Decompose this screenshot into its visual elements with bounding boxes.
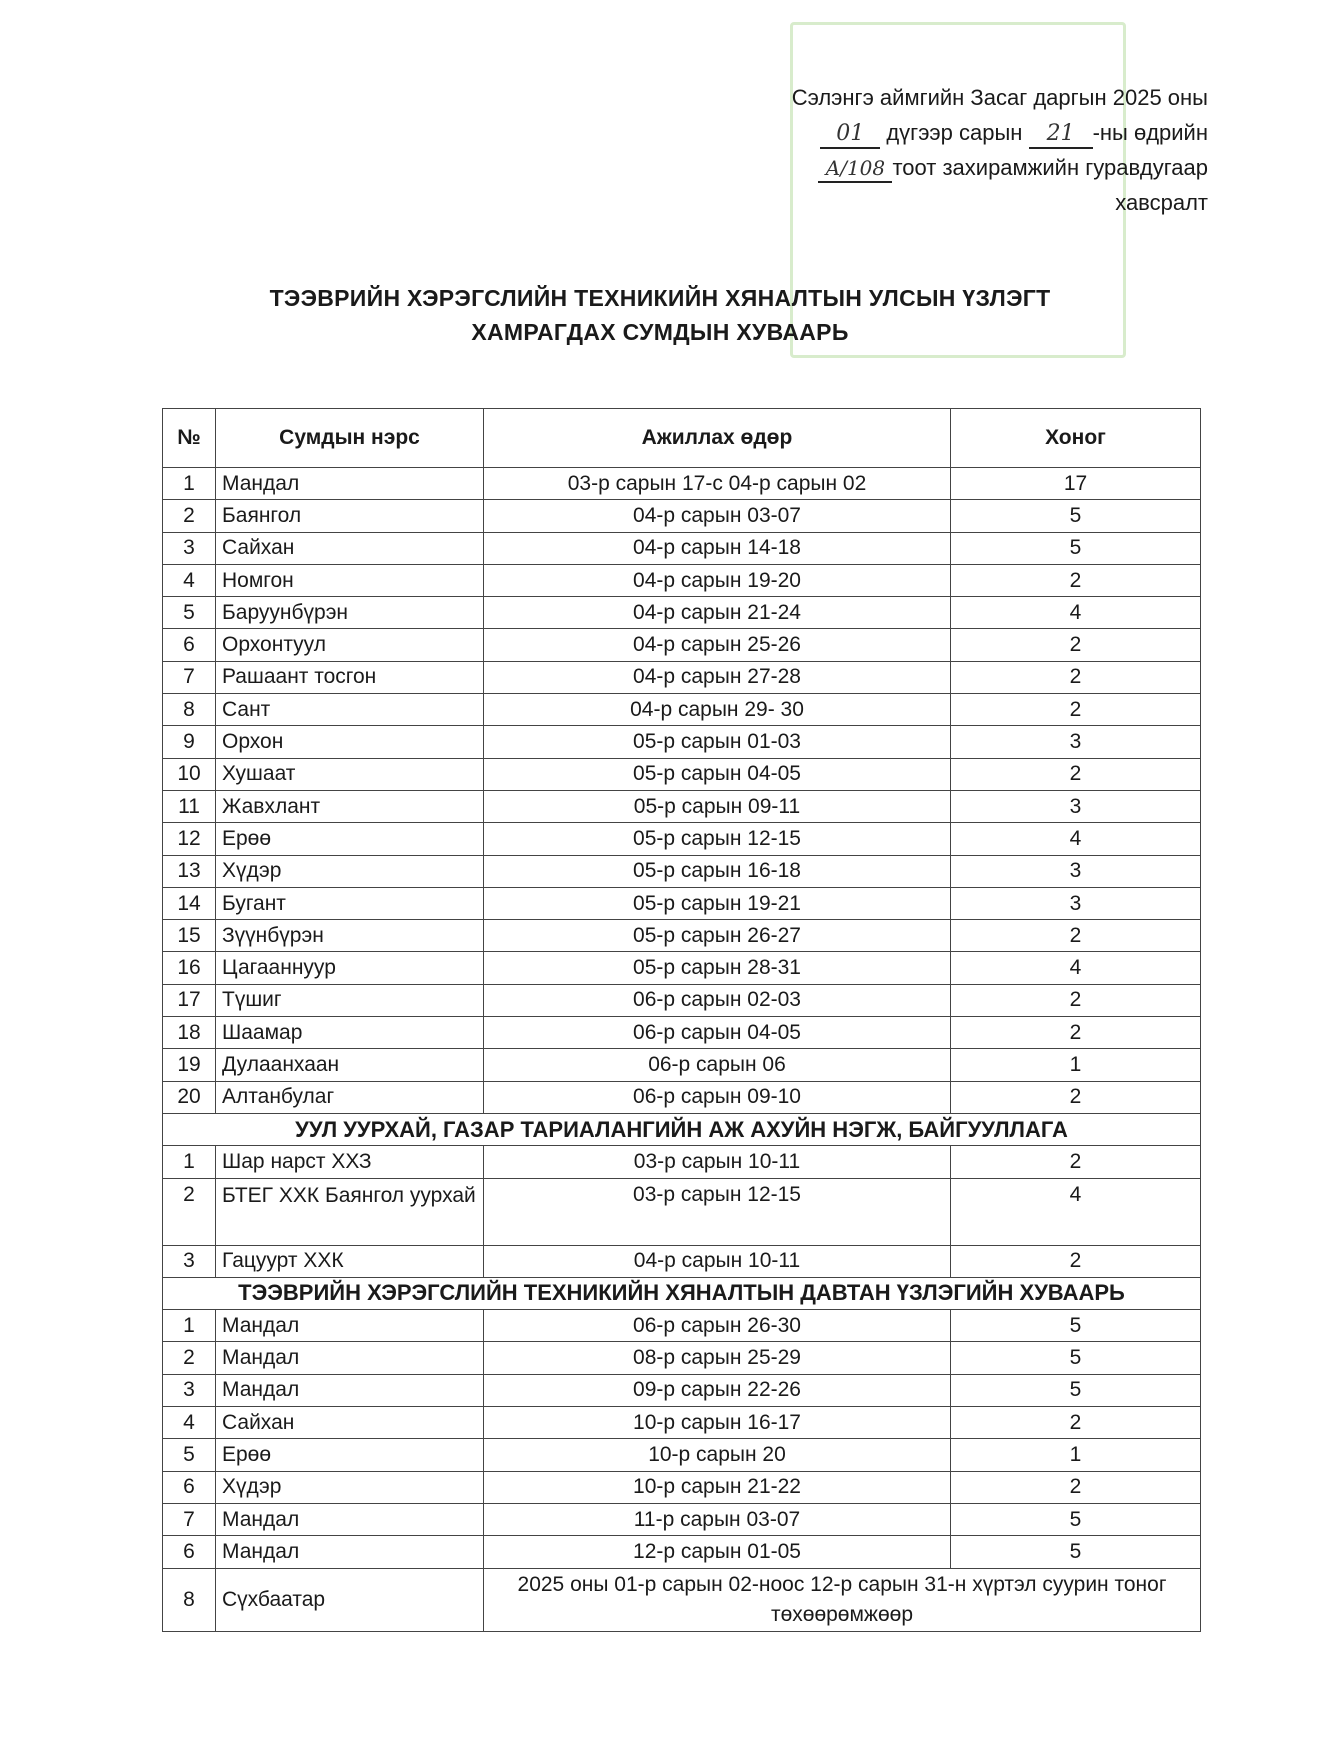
table-row [163, 1407, 1201, 1439]
row-work-date: 05-р сарын 09-11 [484, 790, 951, 822]
row-day-count: 3 [951, 855, 1201, 887]
row-work-date: 04-р сарын 29- 30 [484, 694, 951, 726]
row-work-date: 05-р сарын 01-03 [484, 726, 951, 758]
row-work-date: 04-р сарын 14-18 [484, 532, 951, 564]
row-work-date: 03-р сарын 10-11 [484, 1146, 951, 1178]
row-day-count: 2 [951, 1245, 1201, 1277]
row-day-count: 3 [951, 726, 1201, 758]
table-row [163, 597, 1201, 629]
table-row [163, 1536, 1201, 1568]
table-row [163, 1374, 1201, 1406]
row-day-count: 5 [951, 1374, 1201, 1406]
row-work-date: 04-р сарын 03-07 [484, 500, 951, 532]
row-number: 1 [163, 468, 216, 500]
row-number: 6 [163, 1471, 216, 1503]
row-soum-name: Түшиг [216, 984, 484, 1016]
row-day-count: 4 [951, 1178, 1201, 1245]
row-day-count: 2 [951, 1471, 1201, 1503]
row-soum-name: Гацуурт ХХК [216, 1245, 484, 1277]
row-work-date: 06-р сарын 02-03 [484, 984, 951, 1016]
row-soum-name: Хушаат [216, 758, 484, 790]
row-number: 4 [163, 1407, 216, 1439]
table-row [163, 1568, 1201, 1631]
row-soum-name: Шаамар [216, 1017, 484, 1049]
table-row [163, 758, 1201, 790]
row-number: 2 [163, 1342, 216, 1374]
row-soum-name: Номгон [216, 564, 484, 596]
table-row [163, 920, 1201, 952]
row-number: 8 [163, 1568, 216, 1631]
title-line-2: ХАМРАГДАХ СУМДЫН ХУВААРЬ [471, 319, 849, 345]
table-row [163, 468, 1201, 500]
row-work-date: 10-р сарын 20 [484, 1439, 951, 1471]
header-month-label: дүгээр сарын [886, 120, 1023, 145]
table-row [163, 1178, 1201, 1245]
table-row [163, 1017, 1201, 1049]
row-work-date: 05-р сарын 12-15 [484, 823, 951, 855]
row-work-date: 06-р сарын 26-30 [484, 1310, 951, 1342]
row-number: 6 [163, 629, 216, 661]
row-soum-name: Сант [216, 694, 484, 726]
row-work-date-fixed-equipment: 2025 оны 01-р сарын 02-ноос 12-р сарын 31-н хүртэл суурин тоног төхөөрөмжөөр [484, 1568, 1201, 1631]
row-work-date: 04-р сарын 25-26 [484, 629, 951, 661]
row-day-count: 2 [951, 661, 1201, 693]
row-number: 8 [163, 694, 216, 726]
table-row [163, 823, 1201, 855]
row-number: 1 [163, 1310, 216, 1342]
table-row [163, 1471, 1201, 1503]
row-work-date: 05-р сарын 19-21 [484, 887, 951, 919]
table-row [163, 532, 1201, 564]
header-line-3 [648, 150, 1208, 185]
row-work-date: 04-р сарын 27-28 [484, 661, 951, 693]
table-row [163, 564, 1201, 596]
row-number: 3 [163, 1374, 216, 1406]
table-row [163, 952, 1201, 984]
row-day-count: 5 [951, 532, 1201, 564]
row-work-date: 06-р сарын 09-10 [484, 1081, 951, 1113]
row-soum-name: Ерөө [216, 1439, 484, 1471]
row-work-date: 10-р сарын 16-17 [484, 1407, 951, 1439]
row-number: 5 [163, 597, 216, 629]
row-number: 5 [163, 1439, 216, 1471]
row-number: 3 [163, 1245, 216, 1277]
row-day-count: 1 [951, 1049, 1201, 1081]
table-row [163, 629, 1201, 661]
header-name: Сумдын нэрс [216, 409, 484, 468]
row-soum-name: Алтанбулаг [216, 1081, 484, 1113]
row-day-count: 17 [951, 468, 1201, 500]
row-work-date: 03-р сарын 17-с 04-р сарын 02 [484, 468, 951, 500]
row-soum-name: Мандал [216, 1342, 484, 1374]
header-date: Ажиллах өдөр [484, 409, 951, 468]
row-day-count: 5 [951, 1342, 1201, 1374]
row-soum-name: Мандал [216, 1536, 484, 1568]
header-line-4: хавсралт [1115, 190, 1208, 215]
row-day-count: 2 [951, 629, 1201, 661]
row-soum-name: Мандал [216, 1503, 484, 1535]
row-work-date: 05-р сарын 16-18 [484, 855, 951, 887]
row-work-date: 08-р сарын 25-29 [484, 1342, 951, 1374]
row-work-date: 05-р сарын 28-31 [484, 952, 951, 984]
row-soum-name: Сайхан [216, 532, 484, 564]
row-number: 16 [163, 952, 216, 984]
section-title-repeat-inspection: ТЭЭВРИЙН ХЭРЭГСЛИЙН ТЕХНИКИЙН ХЯНАЛТЫН ДАВТАН ҮЗЛЭГИЙН ХУВААРЬ [163, 1277, 1201, 1309]
row-work-date: 10-р сарын 21-22 [484, 1471, 951, 1503]
table-row [163, 1081, 1201, 1113]
row-work-date: 06-р сарын 06 [484, 1049, 951, 1081]
row-number: 20 [163, 1081, 216, 1113]
row-soum-name: Мандал [216, 1310, 484, 1342]
table-row [163, 726, 1201, 758]
row-number: 15 [163, 920, 216, 952]
header-day-label: -ны өдрийн [1092, 120, 1208, 145]
table-row [163, 1245, 1201, 1277]
row-soum-name: Дулаанхаан [216, 1049, 484, 1081]
table-row [163, 1439, 1201, 1471]
row-number: 6 [163, 1536, 216, 1568]
handwritten-month: 01 [820, 121, 880, 149]
page-title [160, 281, 1160, 349]
row-day-count: 3 [951, 790, 1201, 822]
row-soum-name: Бугант [216, 887, 484, 919]
row-soum-name: Мандал [216, 468, 484, 500]
table-header-row [163, 409, 1201, 468]
row-number: 3 [163, 532, 216, 564]
row-day-count: 5 [951, 500, 1201, 532]
header-line-1: Сэлэнгэ аймгийн Засаг даргын 2025 оны [791, 85, 1208, 110]
header-days: Хоног [951, 409, 1201, 468]
row-soum-name: Ерөө [216, 823, 484, 855]
table-row [163, 1503, 1201, 1535]
row-work-date: 12-р сарын 01-05 [484, 1536, 951, 1568]
row-number: 18 [163, 1017, 216, 1049]
row-number: 2 [163, 1178, 216, 1245]
row-work-date: 05-р сарын 04-05 [484, 758, 951, 790]
row-day-count: 2 [951, 694, 1201, 726]
row-soum-name: БТЕГ ХХК Баянгол уурхай [216, 1178, 484, 1245]
row-number: 4 [163, 564, 216, 596]
row-day-count: 2 [951, 1081, 1201, 1113]
header-line-2 [648, 115, 1208, 150]
table-row [163, 500, 1201, 532]
title-line-1: ТЭЭВРИЙН ХЭРЭГСЛИЙН ТЕХНИКИЙН ХЯНАЛТЫН УЛСЫН ҮЗЛЭГТ [269, 285, 1051, 311]
row-number: 17 [163, 984, 216, 1016]
row-day-count: 4 [951, 823, 1201, 855]
handwritten-order-number: A/108 [818, 155, 892, 183]
row-soum-name: Сүхбаатар [216, 1568, 484, 1631]
row-day-count: 2 [951, 1017, 1201, 1049]
row-day-count: 2 [951, 920, 1201, 952]
row-work-date: 05-р сарын 26-27 [484, 920, 951, 952]
handwritten-day: 21 [1029, 121, 1093, 149]
row-number: 14 [163, 887, 216, 919]
row-day-count: 4 [951, 952, 1201, 984]
row-day-count: 2 [951, 1407, 1201, 1439]
row-day-count: 5 [951, 1503, 1201, 1535]
header-order-label: тоот захирамжийн гуравдугаар [892, 155, 1208, 180]
section-row [163, 1277, 1201, 1309]
row-soum-name: Орхонтуул [216, 629, 484, 661]
header-num: № [163, 409, 216, 468]
row-soum-name: Сайхан [216, 1407, 484, 1439]
row-soum-name: Зүүнбүрэн [216, 920, 484, 952]
row-work-date: 04-р сарын 19-20 [484, 564, 951, 596]
table-row [163, 984, 1201, 1016]
row-number: 19 [163, 1049, 216, 1081]
row-soum-name: Мандал [216, 1374, 484, 1406]
row-soum-name: Хүдэр [216, 1471, 484, 1503]
row-day-count: 5 [951, 1310, 1201, 1342]
row-work-date: 04-р сарын 21-24 [484, 597, 951, 629]
row-number: 7 [163, 1503, 216, 1535]
row-day-count: 2 [951, 758, 1201, 790]
document-header [648, 80, 1208, 220]
row-soum-name: Баруунбүрэн [216, 597, 484, 629]
table-row [163, 694, 1201, 726]
table-row [163, 1310, 1201, 1342]
table-row [163, 1146, 1201, 1178]
row-soum-name: Хүдэр [216, 855, 484, 887]
row-soum-name: Жавхлант [216, 790, 484, 822]
schedule-body [163, 468, 1201, 1632]
row-number: 9 [163, 726, 216, 758]
table-row [163, 855, 1201, 887]
table-row [163, 1049, 1201, 1081]
row-number: 11 [163, 790, 216, 822]
row-soum-name: Орхон [216, 726, 484, 758]
section-row [163, 1113, 1201, 1145]
row-day-count: 4 [951, 597, 1201, 629]
row-day-count: 2 [951, 984, 1201, 1016]
table-row [163, 1342, 1201, 1374]
row-soum-name: Цагааннуур [216, 952, 484, 984]
table-row [163, 790, 1201, 822]
row-number: 12 [163, 823, 216, 855]
schedule-table [162, 408, 1201, 1632]
row-soum-name: Баянгол [216, 500, 484, 532]
row-day-count: 3 [951, 887, 1201, 919]
row-day-count: 5 [951, 1536, 1201, 1568]
row-number: 1 [163, 1146, 216, 1178]
row-soum-name: Рашаант тосгон [216, 661, 484, 693]
section-title-mining: УУЛ УУРХАЙ, ГАЗАР ТАРИАЛАНГИЙН АЖ АХУЙН НЭГЖ, БАЙГУУЛЛАГА [163, 1113, 1201, 1145]
row-work-date: 11-р сарын 03-07 [484, 1503, 951, 1535]
row-day-count: 2 [951, 564, 1201, 596]
table-row [163, 661, 1201, 693]
row-work-date: 06-р сарын 04-05 [484, 1017, 951, 1049]
row-soum-name: Шар нарст ХХЗ [216, 1146, 484, 1178]
row-number: 2 [163, 500, 216, 532]
row-number: 7 [163, 661, 216, 693]
table-row [163, 887, 1201, 919]
row-day-count: 1 [951, 1439, 1201, 1471]
row-day-count: 2 [951, 1146, 1201, 1178]
row-number: 13 [163, 855, 216, 887]
row-work-date: 03-р сарын 12-15 [484, 1178, 951, 1245]
row-number: 10 [163, 758, 216, 790]
row-work-date: 09-р сарын 22-26 [484, 1374, 951, 1406]
row-work-date: 04-р сарын 10-11 [484, 1245, 951, 1277]
